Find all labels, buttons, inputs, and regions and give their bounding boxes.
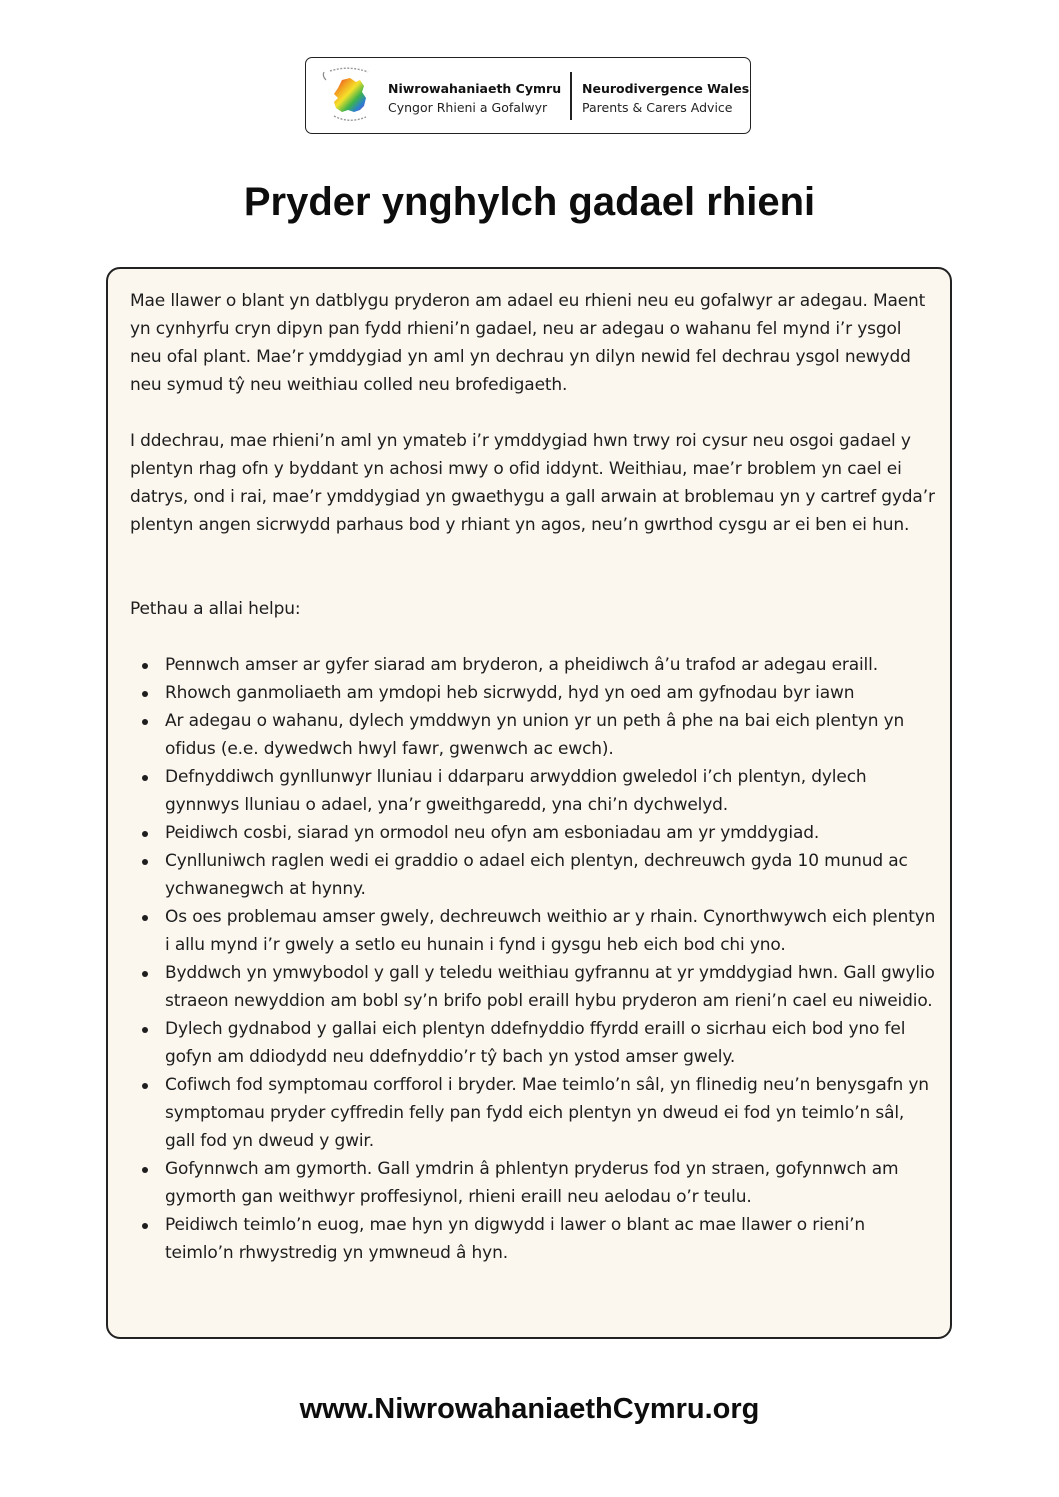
list-item: Gofynnwch am gymorth. Gall ymdrin â phlentyn pryderus fod yn straen, gofynnwch am gymorth gan weithwyr proffesiynol, rhieni eraill neu aelodau o’r teulu. xyxy=(130,1155,938,1211)
list-item: Defnyddiwch gynllunwyr lluniau i ddarparu arwyddion gweledol i’ch plentyn, dylech gynnwys lluniau o adael, yna’r gweithgaredd, yna chi’n dychwelyd. xyxy=(130,763,938,819)
list-item: Rhowch ganmoliaeth am ymdopi heb sicrwydd, hyd yn oed am gyfnodau byr iawn xyxy=(130,679,938,707)
org-welsh-name: Niwrowahaniaeth Cymru xyxy=(388,81,562,96)
list-item: Ar adegau o wahanu, dylech ymddwyn yn union yr un peth â phe na bai eich plentyn yn ofidus (e.e. dywedwch hwyl fawr, gwenwch ac ewch). xyxy=(130,707,938,763)
intro-paragraph: Mae llawer o blant yn datblygu pryderon am adael eu rhieni neu eu gofalwyr ar adegau. Maent yn cynhyrfu cryn dipyn pan fydd rhieni’n gadael, neu ar adegau o wahanu fel mynd i’r ysgol neu ofal plant. Mae’r ymddygiad yn aml yn dechrau yn dilyn newid fel dechrau ysgol newydd neu symud tŷ neu weithiau colled neu brofedigaeth. xyxy=(130,291,926,395)
header-divider xyxy=(570,72,572,120)
list-item: Os oes problemau amser gwely, dechreuwch weithio ar y rhain. Cynorthwywch eich plentyn i allu mynd i’r gwely a setlo eu hunain i fynd i gysgu heb eich bod chi yno. xyxy=(130,903,938,959)
header-logo-banner xyxy=(305,57,751,134)
org-english-subtitle: Parents & Carers Advice xyxy=(582,100,733,115)
list-item: Dylech gydnabod y gallai eich plentyn ddefnyddio ffyrdd eraill o sicrhau eich bod yno fel gofyn am ddiodydd neu ddefnyddio’r tŷ bach yn ystod amser gwely. xyxy=(130,1015,938,1071)
list-item: Pennwch amser ar gyfer siarad am bryderon, a pheidiwch â’u trafod ar adegau eraill. xyxy=(130,651,938,679)
org-english-block xyxy=(582,80,752,117)
page-title: Pryder ynghylch gadael rhieni xyxy=(243,180,816,224)
list-item: Cynlluniwch raglen wedi ei graddio o adael eich plentyn, dechreuwch gyda 10 munud ac ychwanegwch at hynny. xyxy=(130,847,938,903)
org-english-name: Neurodivergence Wales xyxy=(582,81,750,96)
tips-list xyxy=(130,651,938,1267)
list-item: Cofiwch fod symptomau corfforol i bryder. Mae teimlo’n sâl, yn flinedig neu’n benysgafn yn symptomau pryder cyffredin felly pan fydd eich plentyn yn dweud ei fod yn teimlo’n sâl, gall fod yn dweud y gwir. xyxy=(130,1071,938,1155)
second-paragraph: I ddechrau, mae rhieni’n aml yn ymateb i’r ymddygiad hwn trwy roi cysur neu osgoi gadael y plentyn rhag ofn y byddant yn achosi mwy o ofid iddynt. Weithiau, mae’r broblem yn cael ei datrys, ond i rai, mae’r ymddygiad yn gwaethygu a gall arwain at broblemau yn y cartref gyda’r plentyn angen sicrwydd parhaus bod y rhiant yn agos, neu’n gwrthod cysgu ar ei ben ei hun. xyxy=(130,431,935,535)
footer-website-url: www.NiwrowahaniaethCymru.org xyxy=(299,1393,760,1425)
content-panel xyxy=(106,267,952,1339)
list-item: Byddwch yn ymwybodol y gall y teledu weithiau gyfrannu at yr ymddygiad hwn. Gall gwylio straeon newyddion am bobl sy’n brifo pobl eraill hybu pryderon am rieni’n cael eu niweidio. xyxy=(130,959,938,1015)
list-intro: Pethau a allai helpu: xyxy=(130,599,301,619)
wales-map-rainbow-logo xyxy=(320,66,378,126)
org-welsh-subtitle: Cyngor Rhieni a Gofalwyr xyxy=(388,100,548,115)
list-item: Peidiwch teimlo’n euog, mae hyn yn digwydd i lawer o blant ac mae llawer o rieni’n teimlo’n rhwystredig yn ymwneud â hyn. xyxy=(130,1211,938,1267)
org-welsh-block xyxy=(388,80,564,117)
list-item: Peidiwch cosbi, siarad yn ormodol neu ofyn am esboniadau am yr ymddygiad. xyxy=(130,819,938,847)
